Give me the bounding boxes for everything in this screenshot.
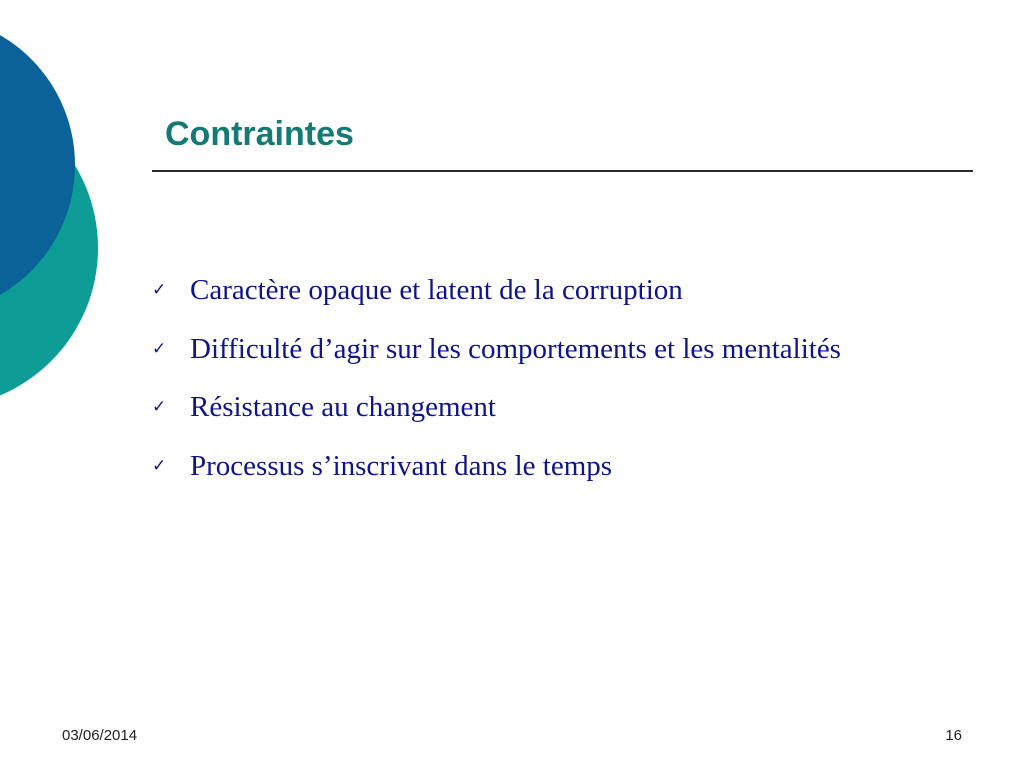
check-mark-icon: ✓ (152, 338, 167, 359)
bullet-item (150, 327, 841, 386)
check-mark-icon: ✓ (152, 397, 167, 417)
title-divider (152, 170, 973, 172)
check-mark-icon: ✓ (152, 280, 167, 300)
bullet-item (150, 385, 841, 444)
bullet-text: Difficulté d’agir sur les comportements et les mentalités (190, 332, 841, 365)
bullet-text: Processus s’inscrivant dans le temps (190, 449, 613, 482)
bullet-item (150, 444, 841, 503)
footer-date: 03/06/2014 (62, 727, 138, 744)
bullet-text: Résistance au changement (190, 391, 496, 423)
check-mark-icon: ✓ (152, 455, 167, 476)
bullet-text: Caractère opaque et latent de la corruption (190, 274, 683, 306)
decorative-circles (0, 0, 110, 410)
bullet-item (150, 268, 841, 327)
slide-title: Contraintes (165, 115, 354, 153)
bullet-list (150, 268, 841, 502)
page-number: 16 (945, 727, 962, 744)
